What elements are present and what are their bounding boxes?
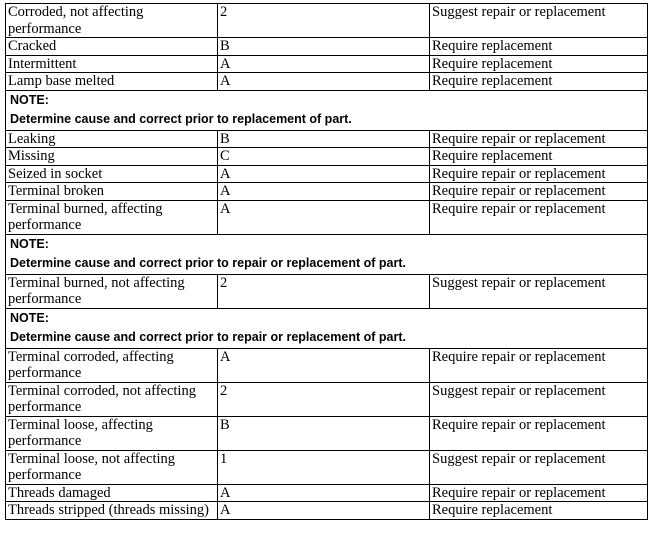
- action-cell: Require repair or replacement: [430, 484, 648, 502]
- note-row: [6, 234, 648, 274]
- table-row: [6, 165, 648, 183]
- code-cell: A: [218, 200, 430, 234]
- action-cell: Require repair or replacement: [430, 165, 648, 183]
- table-row: [6, 130, 648, 148]
- note-text: Determine cause and correct prior to repair or replacement of part.: [10, 255, 406, 270]
- action-cell: Require replacement: [430, 502, 648, 520]
- table-row: [6, 73, 648, 91]
- code-cell: A: [218, 348, 430, 382]
- condition-cell: Lamp base melted: [6, 73, 218, 91]
- table-body: [6, 4, 648, 520]
- condition-cell: Terminal burned, not affecting performance: [6, 274, 218, 308]
- note-row: [6, 308, 648, 348]
- condition-cell: Threads damaged: [6, 484, 218, 502]
- condition-cell: Terminal corroded, not affecting performance: [6, 382, 218, 416]
- code-cell: 2: [218, 4, 430, 38]
- action-cell: Suggest repair or replacement: [430, 4, 648, 38]
- code-cell: A: [218, 73, 430, 91]
- condition-cell: Corroded, not affecting performance: [6, 4, 218, 38]
- condition-cell: Terminal loose, affecting performance: [6, 416, 218, 450]
- action-cell: Require repair or replacement: [430, 200, 648, 234]
- action-cell: Require repair or replacement: [430, 348, 648, 382]
- table-row: [6, 274, 648, 308]
- table-row: [6, 38, 648, 56]
- code-cell: B: [218, 130, 430, 148]
- action-cell: Require repair or replacement: [430, 183, 648, 201]
- action-cell: Require repair or replacement: [430, 416, 648, 450]
- condition-cell: Cracked: [6, 38, 218, 56]
- action-cell: Require repair or replacement: [430, 130, 648, 148]
- note-heading: NOTE:: [10, 236, 49, 251]
- note-cell: [6, 90, 648, 130]
- table-row: [6, 148, 648, 166]
- action-cell: Suggest repair or replacement: [430, 274, 648, 308]
- condition-cell: Intermittent: [6, 55, 218, 73]
- table-row: [6, 450, 648, 484]
- table-row: [6, 348, 648, 382]
- table-row: [6, 55, 648, 73]
- condition-cell: Threads stripped (threads missing): [6, 502, 218, 520]
- table-row: [6, 416, 648, 450]
- condition-cell: Terminal loose, not affecting performance: [6, 450, 218, 484]
- note-text: Determine cause and correct prior to replacement of part.: [10, 111, 352, 126]
- table-row: [6, 183, 648, 201]
- action-cell: Require replacement: [430, 148, 648, 166]
- table-row: [6, 382, 648, 416]
- table-row: [6, 200, 648, 234]
- condition-cell: Seized in socket: [6, 165, 218, 183]
- inspection-criteria-table: [5, 3, 648, 520]
- note-cell: [6, 308, 648, 348]
- condition-cell: Terminal corroded, affecting performance: [6, 348, 218, 382]
- code-cell: B: [218, 416, 430, 450]
- action-cell: Require replacement: [430, 73, 648, 91]
- action-cell: Suggest repair or replacement: [430, 450, 648, 484]
- code-cell: A: [218, 55, 430, 73]
- action-cell: Require replacement: [430, 55, 648, 73]
- note-text: Determine cause and correct prior to repair or replacement of part.: [10, 329, 406, 344]
- condition-cell: Leaking: [6, 130, 218, 148]
- action-cell: Suggest repair or replacement: [430, 382, 648, 416]
- note-cell: [6, 234, 648, 274]
- code-cell: A: [218, 484, 430, 502]
- code-cell: A: [218, 502, 430, 520]
- action-cell: Require replacement: [430, 38, 648, 56]
- code-cell: A: [218, 183, 430, 201]
- code-cell: C: [218, 148, 430, 166]
- condition-cell: Terminal broken: [6, 183, 218, 201]
- code-cell: A: [218, 165, 430, 183]
- table-row: [6, 484, 648, 502]
- note-row: [6, 90, 648, 130]
- code-cell: 2: [218, 382, 430, 416]
- table-row: [6, 502, 648, 520]
- code-cell: 1: [218, 450, 430, 484]
- table-row: [6, 4, 648, 38]
- code-cell: 2: [218, 274, 430, 308]
- note-heading: NOTE:: [10, 310, 49, 325]
- code-cell: B: [218, 38, 430, 56]
- condition-cell: Terminal burned, affecting performance: [6, 200, 218, 234]
- note-heading: NOTE:: [10, 92, 49, 107]
- condition-cell: Missing: [6, 148, 218, 166]
